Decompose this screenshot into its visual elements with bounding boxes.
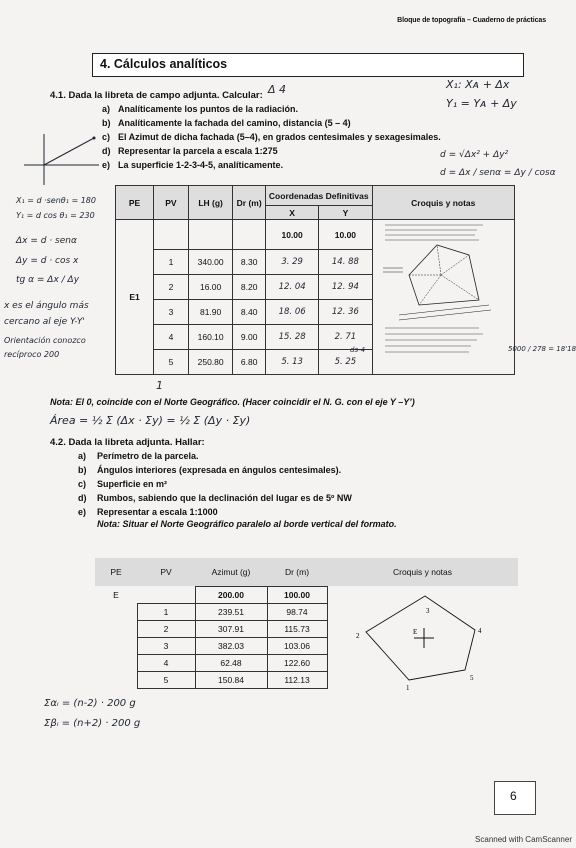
- t1-row5-dr: 6.80: [233, 350, 266, 375]
- t1-croquis-cell: [372, 220, 514, 375]
- hw-left-6: x es el ángulo más: [4, 301, 89, 311]
- t2-row3-az: 382.03: [195, 637, 267, 654]
- t1-header-croquis: Croquis y notas: [372, 186, 514, 220]
- t1-row3-y: 12. 36: [319, 300, 372, 325]
- t1-row4-dr: 9.00: [233, 325, 266, 350]
- t2-row2-pv: 2: [137, 620, 195, 637]
- t2-row5-dr: 112.13: [267, 671, 327, 688]
- t2-row5-pv: 5: [137, 671, 195, 688]
- t2-row1-pv: 1: [137, 603, 195, 620]
- section-title: 4. Cálculos analíticos: [100, 57, 228, 71]
- hw-left-2: Y₁ = d cos θ₁ = 230: [16, 211, 95, 220]
- hw-fraction: 5000 / 278 = 18'18: [508, 345, 576, 353]
- page-header: Bloque de topografía – Cuaderno de prácticas: [397, 17, 546, 24]
- t1-row4-pv: 4: [154, 325, 189, 350]
- t1-row2-dr: 8.20: [233, 275, 266, 300]
- hw-arrow-one: 1: [156, 379, 163, 392]
- t1-row4-y: 2. 71: [319, 325, 372, 350]
- t2-row4-dr: 122.60: [267, 654, 327, 671]
- q42-item-a: Perímetro de la parcela.: [97, 451, 199, 461]
- q41-item-b: Analíticamente la fachada del camino, distancia (5 – 4): [118, 118, 351, 128]
- q42-item-d-label: d): [78, 493, 87, 503]
- t2-row1-az: 239.51: [195, 603, 267, 620]
- q42-item-c-label: c): [78, 479, 87, 489]
- hw-dist-formula: d = √Δx² + Δy²: [440, 150, 509, 160]
- field-book-table-1: [115, 185, 515, 375]
- q42-item-e: Representar a escala 1:1000: [97, 507, 218, 517]
- t1-row2-pv: 2: [154, 275, 189, 300]
- hw-formula-y: Y₁ = Yᴀ + Δy: [446, 97, 517, 110]
- t1-row3-lh: 81.90: [188, 300, 233, 325]
- hw-left-1: X₁ = d ·senθ₁ = 180: [16, 196, 96, 205]
- t1-row2-x: 12. 04: [266, 275, 319, 300]
- t2-row3-pv: 3: [137, 637, 195, 654]
- hw-axis-sketch: [14, 130, 104, 190]
- t2-header-dr: Dr (m): [267, 558, 327, 586]
- q42-item-a-label: a): [78, 451, 87, 461]
- t1-header-pe: PE: [116, 186, 154, 220]
- t1-station-y: 10.00: [319, 220, 372, 250]
- q41-item-e-label: e): [102, 160, 111, 170]
- t1-row4-lh: 160.10: [188, 325, 233, 350]
- t1-row3-pv: 3: [154, 300, 189, 325]
- q41-item-a: Analíticamente los puntos de la radiación.: [118, 104, 299, 114]
- q41-intro: 4.1. Dada la libreta de campo adjunta. Calcular:: [50, 90, 263, 101]
- hw-left-8: Orientación conozco: [4, 336, 86, 345]
- q41-item-d: Representar la parcela a escala 1:275: [118, 146, 278, 156]
- q41-note: Nota: El 0, coincide con el Norte Geográfico. (Hacer coincidir el N. G. con el eje Y –Y’): [50, 397, 415, 407]
- t2-header-pv: PV: [137, 558, 195, 586]
- t2-row2-az: 307.91: [195, 620, 267, 637]
- t1-header-pv: PV: [154, 186, 189, 220]
- q41-item-a-label: a): [102, 104, 111, 114]
- sketch-label-5: 5: [469, 674, 474, 682]
- hw-d-formula: d = Δx / senα = Δy / cosα: [440, 168, 556, 178]
- t1-row3-x: 18. 06: [266, 300, 319, 325]
- hw-left-9: recíproco 200: [4, 350, 60, 359]
- sketch-label-1: 1: [405, 684, 410, 692]
- t1-header-y: Y: [319, 206, 372, 220]
- t2-croquis-cell: [327, 586, 518, 692]
- hw-left-3: Δx = d · senα: [16, 236, 77, 246]
- t1-row1-dr: 8.30: [233, 250, 266, 275]
- t2-station-az: 200.00: [195, 586, 267, 603]
- hw-delta4: Δ 4: [268, 83, 287, 96]
- t2-row1-dr: 98.74: [267, 603, 327, 620]
- q42-item-d: Rumbos, sabiendo que la declinación del lugar es de 5º NW: [97, 493, 352, 503]
- t1-header-x: X: [266, 206, 319, 220]
- t1-station: E1: [116, 220, 154, 375]
- hw-sum-formula-2: Σβᵢ = (n+2) · 200 g: [44, 718, 141, 729]
- t1-row2-lh: 16.00: [188, 275, 233, 300]
- t2-station: E: [113, 589, 119, 600]
- t1-header-dr: Dr (m): [233, 186, 266, 220]
- t2-header-croquis: Croquis y notas: [327, 558, 518, 586]
- t1-row5-pv: 5: [154, 350, 189, 375]
- sketch-label-4: 4: [477, 627, 482, 635]
- page-number: 6: [510, 789, 517, 803]
- t2-row4-pv: 4: [137, 654, 195, 671]
- hw-left-7: cercano al eje Y-Y': [4, 317, 85, 327]
- t2-row2-dr: 115.73: [267, 620, 327, 637]
- t2-row3-dr: 103.06: [267, 637, 327, 654]
- t1-row1-x: 3. 29: [266, 250, 319, 275]
- t1-row5-lh: 250.80: [188, 350, 233, 375]
- t2-row4-az: 62.48: [195, 654, 267, 671]
- q41-item-c: El Azimut de dicha fachada (5–4), en grados centesimales y sexagesimales.: [118, 132, 441, 142]
- t1-row2-y: 12. 94: [319, 275, 372, 300]
- q41-item-b-label: b): [102, 118, 111, 128]
- t1-station-x: 10.00: [266, 220, 319, 250]
- q41-item-d-label: d): [102, 146, 111, 156]
- hw-sum-formula-1: Σαᵢ = (n-2) · 200 g: [44, 698, 136, 709]
- sketch-label-2: 2: [355, 632, 360, 640]
- t1-row5-y: 5. 25: [319, 350, 372, 375]
- hw-formula-x: X₁: Xᴀ + Δx: [446, 78, 510, 91]
- q42-note: Nota: Situar el Norte Geográfico paralelo al borde vertical del formato.: [97, 519, 397, 529]
- q41-item-e: La superficie 1-2-3-4-5, analíticamente.: [118, 160, 284, 170]
- scanner-watermark: Scanned with CamScanner: [475, 835, 572, 844]
- t1-header-lh: LH (g): [188, 186, 233, 220]
- sketch-label-e: E: [412, 628, 418, 636]
- t1-header-coords: Coordenadas Definitivas: [266, 186, 373, 206]
- q42-item-b: Ángulos interiores (expresada en ángulos centesimales).: [97, 465, 342, 475]
- t1-row1-pv: 1: [154, 250, 189, 275]
- t1-row5-x: 5. 13: [266, 350, 319, 375]
- t1-row3-dr: 8.40: [233, 300, 266, 325]
- t1-row4-x: 15. 28: [266, 325, 319, 350]
- t1-row1-y: 14. 88: [319, 250, 372, 275]
- q42-intro: 4.2. Dada la libreta adjunta. Hallar:: [50, 437, 205, 448]
- q42-item-b-label: b): [78, 465, 87, 475]
- q42-item-c: Superficie en m²: [97, 479, 168, 489]
- t1-croquis-sketch: [379, 220, 507, 370]
- q42-item-e-label: e): [78, 507, 87, 517]
- t2-header-az: Azimut (g): [195, 558, 267, 586]
- hw-left-5: tg α = Δx / Δy: [16, 275, 80, 285]
- hw-ds4: ds-4: [350, 346, 366, 354]
- q41-item-c-label: c): [102, 132, 111, 142]
- hw-left-4: Δy = d · cos x: [16, 256, 79, 266]
- t2-station-dr: 100.00: [267, 586, 327, 603]
- t1-row1-lh: 340.00: [188, 250, 233, 275]
- t2-header-pe: PE: [95, 558, 137, 586]
- t2-row5-az: 150.84: [195, 671, 267, 688]
- field-book-table-2: [95, 558, 518, 692]
- t2-croquis-sketch: [328, 586, 518, 692]
- hw-area-formula: Área = ½ Σ (Δx · Σy) = ½ Σ (Δy · Σy): [50, 414, 251, 427]
- sketch-label-3: 3: [425, 607, 430, 615]
